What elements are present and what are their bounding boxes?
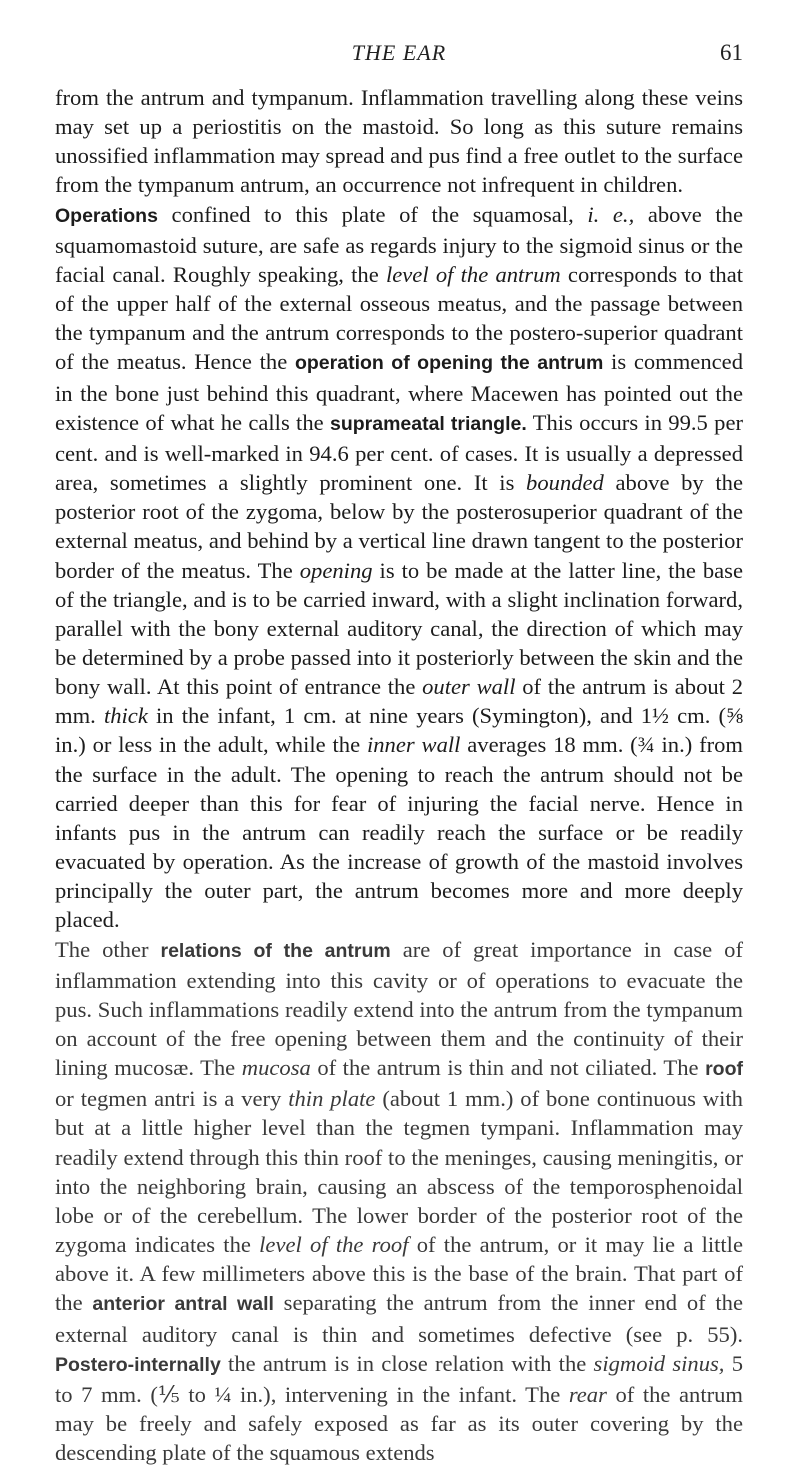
- text-run: The other: [55, 936, 161, 962]
- text-run: separating the antrum from the inner end of the external auditory canal is thin and sometimes defective (see p. 55).: [55, 1290, 743, 1347]
- paragraph-relations: [55, 935, 743, 1467]
- running-title: THE EAR: [351, 40, 447, 65]
- text-run: of the antrum, or it may lie a little above it. A few millimeters above this is the base of the brain. That part of the: [55, 1232, 743, 1316]
- text-run: confined to this plate of the squamosal,: [157, 201, 588, 227]
- italic-run: inner wall: [366, 732, 461, 758]
- text-run: from the antrum and tympanum. Inflammation travelling along these veins may set up a periostitis on the mastoid. So long as this suture remains unossified inflammation may spread and pus find a free outlet to the surface from the tympanum antrum, an occurrence not infrequent in children.: [55, 85, 743, 198]
- text-run: 5 to 7 mm. (: [55, 1350, 744, 1407]
- text-run: of the antrum is thin and not ciliated. The: [310, 1055, 706, 1081]
- bold-run: Postero-internally: [55, 1353, 221, 1376]
- italic-run: level of the antrum: [385, 261, 561, 287]
- italic-run: mucosa: [241, 1055, 311, 1081]
- italic-run: bounded: [526, 470, 604, 496]
- bold-run: roof: [705, 1058, 743, 1081]
- text-run: in the infant, 1 cm. at nine years (Symington), and 1½ cm. (: [147, 703, 727, 729]
- fraction: ⅕: [157, 1381, 180, 1407]
- text-run: in.) or less in the adult, while the: [55, 732, 367, 758]
- text-run: This occurs in 99.5 per cent. and is well-marked in 94.6 per cent. of cases. It is usually a depressed area, sometimes a slightly prominent one. It is: [55, 409, 743, 496]
- paragraph-operations: [55, 200, 743, 935]
- italic-run: thin plate: [288, 1086, 376, 1112]
- text-run: (about 1 mm.) of bone continuous with but at a little higher level than the tegmen tympani. Inflammation may readily extend through this thin roof to the meninges, causing meningitis, or into the neighboring brain, causing an abscess of the temporosphenoidal lobe or of the cerebellum. The lower border of the posterior root of the zygoma indicates the: [55, 1086, 743, 1258]
- italic-run: level of the roof: [259, 1232, 409, 1258]
- page-number: 61: [720, 40, 743, 65]
- italic-run: rear: [568, 1381, 607, 1407]
- fraction: ⅝: [726, 703, 743, 729]
- text-run: is commenced in the bone just behind this quadrant, where Macewen has pointed out the existence of what he calls the: [55, 349, 743, 435]
- text-run: corresponds to that of the upper half of the external osseous meatus, and the passage between the tympanum and the antrum corresponds to the postero-superior quadrant of the meatus. Hence the: [55, 261, 744, 375]
- italic-run: i. e.,: [587, 201, 635, 227]
- italic-run: opening: [299, 557, 373, 583]
- text-run: the antrum is in close relation with the: [220, 1350, 594, 1376]
- paragraph-continuation: [55, 83, 743, 200]
- page-header: [55, 40, 743, 80]
- bold-run: anterior antral wall: [92, 1293, 274, 1316]
- bold-run: relations of the antrum: [160, 939, 391, 962]
- text-run: of the antrum is about 2 mm.: [55, 674, 743, 729]
- text-run: in.), intervening in the infant. The: [231, 1381, 569, 1407]
- fraction: ¾: [637, 732, 655, 758]
- text-run: are of great importance in case of inflammation extending into this cavity or of operations to evacuate the pus. Such inflammations readily extend into the antrum from the tympanum on account of the free opening between them and the continuity of their lining mucosæ. The: [55, 936, 743, 1081]
- body-text: [55, 83, 743, 1467]
- text-run: or tegmen antri is a very: [55, 1086, 289, 1112]
- text-run: above the squamomastoid suture, are safe as regards injury to the sigmoid sinus or the facial canal. Roughly speaking, the: [55, 201, 743, 287]
- italic-run: thick: [103, 703, 148, 729]
- text-run: of the antrum may be freely and safely exposed as far as its outer covering by the descending plate of the squamous extends: [55, 1381, 743, 1466]
- fraction: ¼: [214, 1381, 232, 1407]
- text-run: in.) from the surface in the adult. The opening to reach the antrum should not be carried deeper than this for fear of injuring the facial nerve. Hence in infants pus in the antrum can readily reach the surface or be readily evacuated by operation. As the increase of growth of the mastoid involves principally the outer part, the antrum becomes more and more deeply placed.: [55, 732, 744, 933]
- text-run: is to be made at the latter line, the base of the triangle, and is to be carried inward, with a slight inclination forward, parallel with the bony external auditory canal, the direction of which may be determined by a probe passed into it posteriorly between the skin and the bony wall. At this point of entrance the: [55, 557, 744, 700]
- text-run: to: [179, 1381, 215, 1407]
- bold-run: operation of opening the antrum: [294, 352, 604, 375]
- italic-run: sigmoid sinus,: [593, 1350, 725, 1376]
- italic-run: outer wall: [422, 674, 516, 700]
- bold-run: suprameatal triangle.: [329, 412, 527, 435]
- text-run: above by the posterior root of the zygoma, below by the posterosuperior quadrant of the external meatus, and behind by a vertical line drawn tangent to the posterior border of the meatus. The: [55, 470, 743, 583]
- lead-operations: Operations: [55, 204, 158, 227]
- text-run: averages 18 mm. (: [460, 732, 638, 758]
